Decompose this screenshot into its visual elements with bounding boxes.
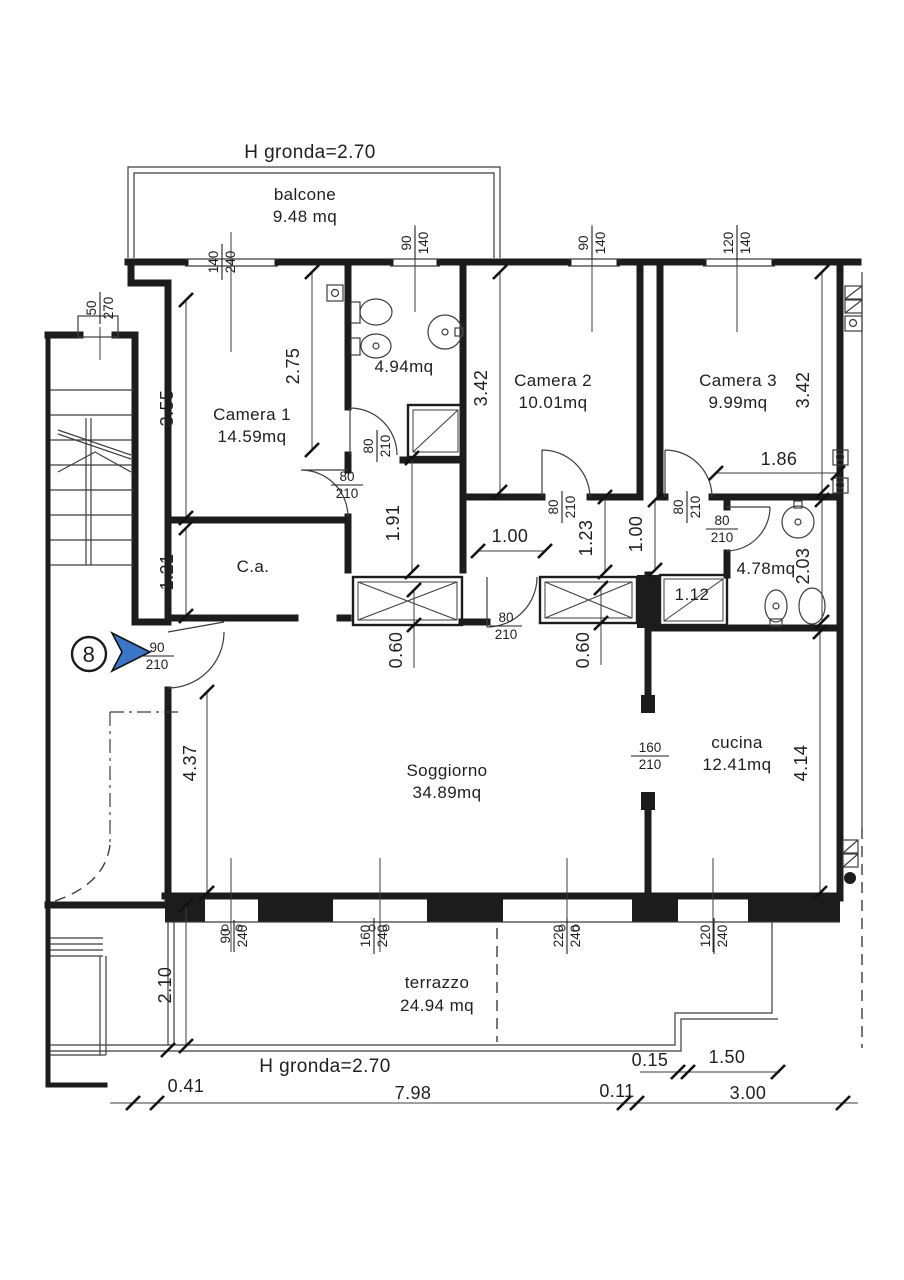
- dim-1-50: 1.50: [708, 1047, 746, 1067]
- svg-text:80: 80: [498, 610, 514, 625]
- dim-7-98: 7.98: [394, 1083, 432, 1103]
- svg-text:80: 80: [671, 499, 686, 515]
- label-win-camera2: [576, 227, 608, 259]
- dim-3-42-b: 3.42: [793, 371, 813, 409]
- svg-text:210: 210: [335, 486, 359, 501]
- svg-text:140: 140: [593, 231, 608, 255]
- label-door-soggiorno: [490, 610, 522, 642]
- bathroom1-fixtures: [351, 299, 463, 358]
- label-win-cucina: [698, 918, 730, 954]
- svg-text:90: 90: [218, 928, 233, 944]
- dim-2-75: 2.75: [283, 347, 303, 385]
- unit-marker: [72, 637, 106, 671]
- svg-text:50: 50: [84, 300, 99, 316]
- room-balcone-area: 9.48 mq: [272, 207, 338, 226]
- bidet-icon: [765, 590, 787, 622]
- svg-text:90: 90: [149, 640, 165, 655]
- label-door-bagno1: [361, 430, 393, 462]
- dim-2-03: 2.03: [793, 547, 813, 585]
- dim-0-41: 0.41: [167, 1076, 205, 1096]
- svg-text:90: 90: [399, 235, 414, 251]
- staircase: [50, 390, 133, 565]
- dim-0-11: 0.11: [599, 1081, 635, 1101]
- svg-text:80: 80: [546, 499, 561, 515]
- svg-text:80: 80: [714, 513, 730, 528]
- door-swings: [168, 408, 770, 688]
- label-door-camera2: [546, 491, 578, 523]
- dim-3-00: 3.00: [729, 1083, 767, 1103]
- dim-1-21: 1.21: [157, 553, 177, 591]
- label-door-camera1: [331, 469, 363, 501]
- interior-walls: [168, 262, 840, 898]
- room-camera1-area: 14.59mq: [217, 427, 287, 446]
- dim-4-14: 4.14: [791, 744, 811, 782]
- dim-1-23: 1.23: [576, 519, 596, 557]
- room-camera2-name: Camera 2: [514, 371, 592, 390]
- dim-0-60-b: 0.60: [573, 631, 593, 669]
- bidet-icon: [351, 338, 360, 355]
- label-win-soggiorno3: [551, 918, 583, 954]
- wardrobe-2: [540, 577, 637, 623]
- svg-text:140: 140: [738, 231, 753, 255]
- svg-text:210: 210: [378, 434, 393, 458]
- dim-1-00-a: 1.00: [491, 526, 529, 546]
- camera3-door-swing: [665, 450, 712, 497]
- entry-door-swing: [168, 632, 224, 688]
- svg-text:210: 210: [563, 495, 578, 519]
- room-bagno1-area: 4.94mq: [374, 357, 434, 376]
- label-door-bagno2: [706, 513, 738, 545]
- label-door-camera3: [671, 491, 703, 523]
- shower: [408, 405, 463, 457]
- room-cucina-area: 12.41mq: [702, 755, 772, 774]
- room-terrazzo-area: 24.94 mq: [399, 996, 475, 1015]
- room-cabina-name: C.a.: [236, 557, 270, 576]
- eave-label-top: H gronda=2.70: [244, 142, 376, 163]
- room-camera1-name: Camera 1: [213, 405, 291, 424]
- dim-4-37: 4.37: [180, 744, 200, 782]
- dim-1-91: 1.91: [383, 504, 403, 542]
- svg-text:240: 240: [568, 924, 583, 948]
- dim-3-55: 3.55: [157, 389, 177, 427]
- dim-0-15: 0.15: [631, 1050, 669, 1070]
- dim-1-00-b: 1.00: [626, 515, 646, 553]
- svg-text:120: 120: [721, 231, 736, 255]
- room-soggiorno-name: Soggiorno: [406, 761, 488, 780]
- label-win-soggiorno2: [358, 918, 390, 954]
- label-win-scala: [84, 292, 116, 324]
- dim-1-86: 1.86: [760, 449, 798, 469]
- svg-text:140: 140: [206, 250, 221, 274]
- dim-3-42-a: 3.42: [471, 369, 491, 407]
- room-bagno2-area: 4.78mq: [736, 559, 796, 578]
- room-soggiorno-area: 34.89mq: [412, 783, 482, 802]
- svg-text:240: 240: [235, 924, 250, 948]
- entry-door-leaf: [168, 622, 224, 632]
- svg-text:160: 160: [638, 740, 662, 755]
- svg-text:270: 270: [101, 296, 116, 320]
- toilet-icon: [799, 588, 825, 624]
- svg-text:210: 210: [710, 530, 734, 545]
- label-win-camera1: [206, 244, 238, 280]
- label-win-camera3: [721, 225, 753, 261]
- label-door-ingresso: [140, 640, 174, 672]
- room-camera2-area: 10.01mq: [518, 393, 588, 412]
- dim-2-10: 2.10: [155, 966, 175, 1004]
- svg-text:140: 140: [416, 231, 431, 255]
- dim-1-12: 1.12: [674, 585, 710, 604]
- room-cucina-name: cucina: [711, 733, 763, 752]
- dim-0-60-a: 0.60: [386, 631, 406, 669]
- sink-icon: [782, 506, 814, 538]
- label-pass-cucina: [631, 740, 669, 772]
- svg-text:90: 90: [576, 235, 591, 251]
- sink-icon: [428, 315, 462, 349]
- wardrobe-1: [353, 577, 462, 625]
- room-camera3-area: 9.99mq: [708, 393, 768, 412]
- entry-arrow-icon: [112, 633, 150, 671]
- room-terrazzo-name: terrazzo: [404, 973, 470, 992]
- lower-balcony-lines: [50, 938, 106, 1055]
- svg-text:210: 210: [494, 627, 518, 642]
- label-win-soggiorno1: [218, 920, 250, 952]
- svg-text:120: 120: [698, 924, 713, 948]
- svg-text:210: 210: [688, 495, 703, 519]
- camera2-door-swing: [542, 450, 590, 497]
- toilet-icon: [351, 302, 360, 323]
- unit-number: 8: [82, 642, 96, 667]
- svg-text:210: 210: [638, 757, 662, 772]
- label-win-bagno1: [399, 227, 431, 259]
- svg-text:240: 240: [223, 250, 238, 274]
- svg-text:240: 240: [715, 924, 730, 948]
- svg-text:80: 80: [361, 438, 376, 454]
- room-balcone-name: balcone: [273, 185, 337, 204]
- svg-text:240: 240: [375, 924, 390, 948]
- svg-text:220: 220: [551, 924, 566, 948]
- svg-text:210: 210: [145, 657, 169, 672]
- eave-label-bottom: H gronda=2.70: [259, 1056, 391, 1077]
- svg-text:80: 80: [339, 469, 355, 484]
- svg-text:160: 160: [358, 924, 373, 948]
- room-camera3-name: Camera 3: [699, 371, 777, 390]
